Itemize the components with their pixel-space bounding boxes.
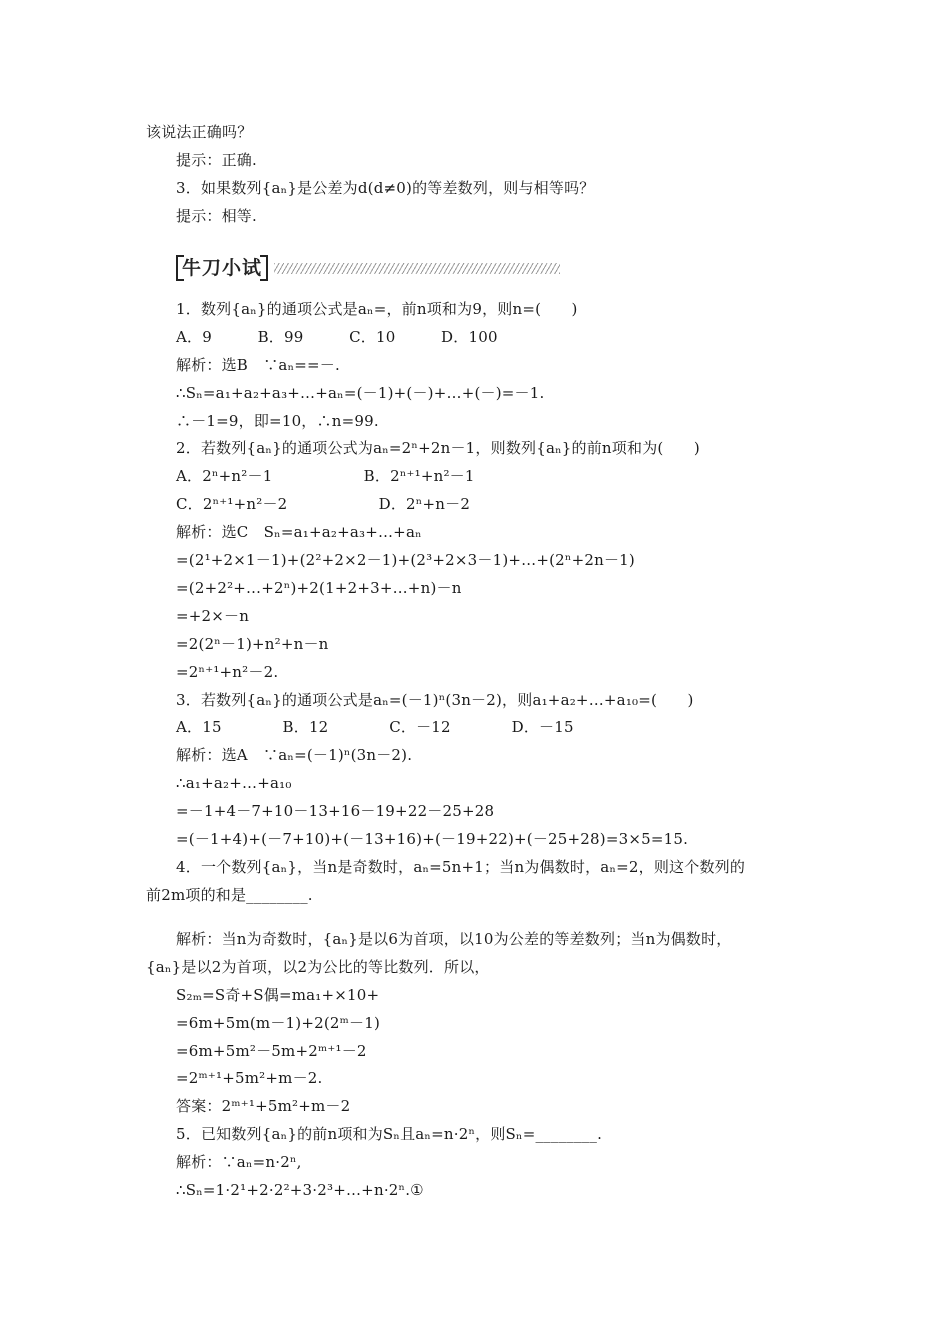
solution-line: =+2×－n bbox=[176, 607, 250, 625]
question-line: 4．一个数列{aₙ}，当n是奇数时，aₙ=5n+1；当n为偶数时，aₙ=2，则这个数列的 bbox=[176, 858, 746, 876]
solution-line: =(2+2²+…+2ⁿ)+2(1+2+3+…+n)－n bbox=[176, 579, 462, 597]
options-line: A．9 B．99 C．10 D．100 bbox=[176, 328, 498, 346]
question-line: 前2m项的和是________. bbox=[146, 886, 313, 904]
section-badge-label: 牛刀小试 bbox=[176, 255, 268, 281]
solution-line: =6m+5m(m－1)+2(2ᵐ－1) bbox=[176, 1014, 381, 1032]
solution-line: =2ⁿ⁺¹+n²－2. bbox=[176, 663, 279, 681]
hatch-divider bbox=[274, 263, 560, 274]
solution-line: {aₙ}是以2为首项，以2为公比的等比数列．所以， bbox=[146, 958, 490, 976]
solution-line: ∴－1=9，即=10，∴n=99. bbox=[176, 412, 379, 430]
solution-line: ∴a₁+a₂+…+a₁₀ bbox=[176, 774, 292, 792]
section-badge bbox=[176, 253, 560, 283]
text-line: 该说法正确吗？ bbox=[146, 123, 253, 141]
solution-line: =2(2ⁿ－1)+n²+n－n bbox=[176, 635, 329, 653]
options-line: A．2ⁿ+n²－1 B．2ⁿ⁺¹+n²－1 bbox=[176, 467, 475, 485]
hint-line: 提示：相等. bbox=[176, 207, 257, 225]
solution-line: =(－1+4)+(－7+10)+(－13+16)+(－19+22)+(－25+28)=3×5=15. bbox=[176, 830, 689, 848]
hint-line: 提示：正确. bbox=[176, 151, 257, 169]
question-line: 3．如果数列{aₙ}是公差为d(d≠0)的等差数列，则与相等吗？ bbox=[176, 179, 595, 197]
solution-line: 解析：当n为奇数时，{aₙ}是以6为首项，以10为公差的等差数列；当n为偶数时， bbox=[176, 930, 732, 948]
solution-line: ∴Sₙ=a₁+a₂+a₃+…+aₙ=(－1)+(－)+…+(－)=－1. bbox=[176, 384, 545, 402]
solution-line: =(2¹+2×1－1)+(2²+2×2－1)+(2³+2×3－1)+…+(2ⁿ+2n－1) bbox=[176, 551, 635, 569]
solution-line: 解析：选A ∵aₙ=(－1)ⁿ(3n－2). bbox=[176, 746, 413, 764]
question-line: 5．已知数列{aₙ}的前n项和为Sₙ且aₙ=n·2ⁿ，则Sₙ=________. bbox=[176, 1125, 603, 1143]
solution-line: ∴Sₙ=1·2¹+2·2²+3·2³+…+n·2ⁿ.① bbox=[176, 1181, 424, 1199]
question-line: 1．数列{aₙ}的通项公式是aₙ=，前n项和为9，则n=( ) bbox=[176, 300, 578, 318]
solution-line: 解析：选B ∵aₙ==－. bbox=[176, 356, 340, 374]
options-line: A．15 B．12 C．－12 D．－15 bbox=[176, 718, 574, 736]
answer-line: 答案：2ᵐ⁺¹+5m²+m－2 bbox=[176, 1097, 351, 1115]
question-line: 3．若数列{aₙ}的通项公式是aₙ=(－1)ⁿ(3n－2)，则a₁+a₂+…+a₁₀=( ) bbox=[176, 691, 694, 709]
solution-line: 解析：选C Sₙ=a₁+a₂+a₃+…+aₙ bbox=[176, 523, 422, 541]
options-line: C．2ⁿ⁺¹+n²－2 D．2ⁿ+n－2 bbox=[176, 495, 471, 513]
solution-line: =2ᵐ⁺¹+5m²+m－2. bbox=[176, 1069, 323, 1087]
solution-line: =－1+4－7+10－13+16－19+22－25+28 bbox=[176, 802, 495, 820]
solution-line: S₂ₘ=S奇+S偶=ma₁+×10+ bbox=[176, 986, 380, 1004]
question-line: 2．若数列{aₙ}的通项公式为aₙ=2ⁿ+2n－1，则数列{aₙ}的前n项和为( ) bbox=[176, 439, 700, 457]
solution-line: =6m+5m²－5m+2ᵐ⁺¹－2 bbox=[176, 1042, 367, 1060]
solution-line: 解析：∵aₙ=n·2ⁿ, bbox=[176, 1153, 302, 1171]
